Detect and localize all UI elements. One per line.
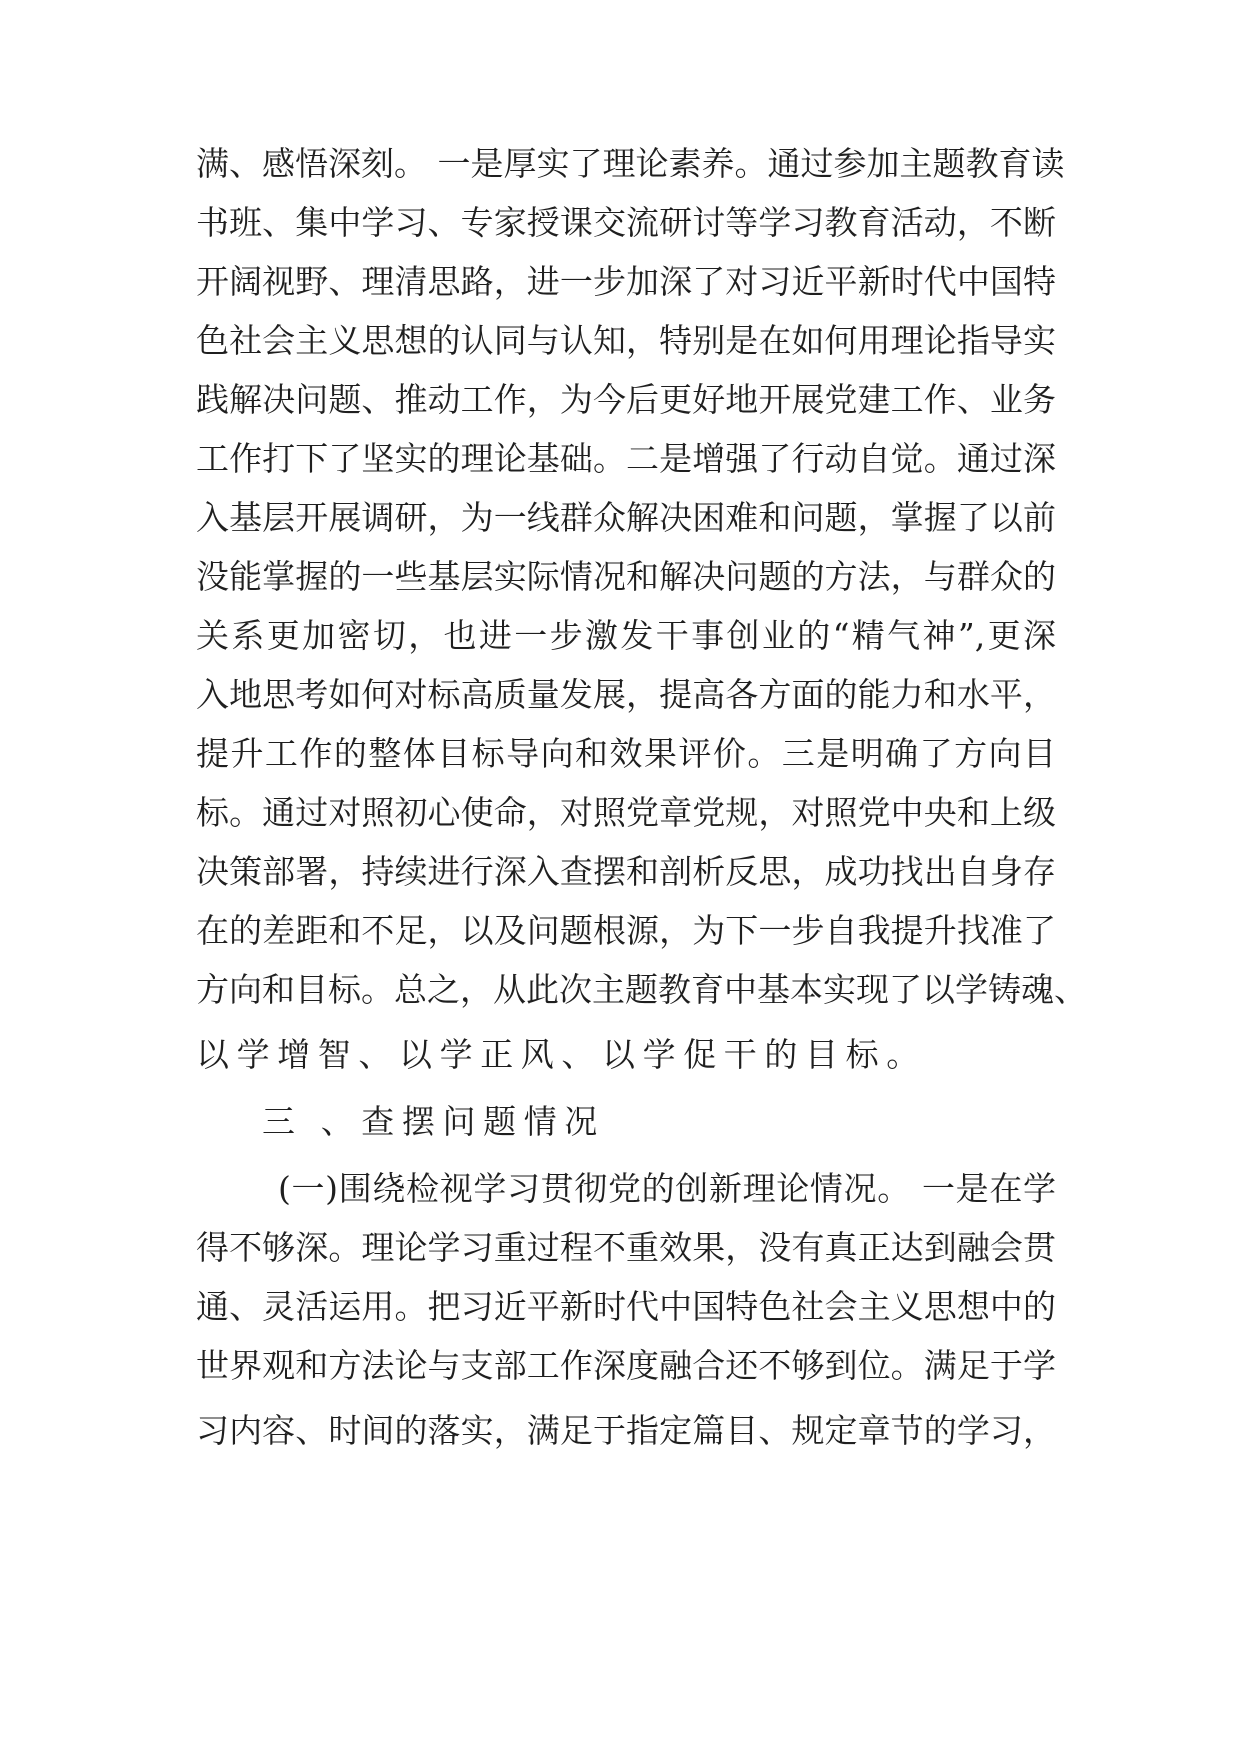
paragraph-line: 开阔视野、理清思路，进一步加深了对习近平新时代中国特 xyxy=(196,262,1056,301)
paragraph-line-last: 以学增智、以学正风、以学促干的目标。 xyxy=(196,1035,927,1074)
paragraph-line: 践解决问题、推动工作，为今后更好地开展党建工作、业务 xyxy=(196,380,1056,419)
paragraph-line: 在的差距和不足，以及问题根源，为下一步自我提升找准了 xyxy=(196,911,1056,950)
paragraph-line: 满、感悟深刻。 一是厚实了理论素养。通过参加主题教育读 xyxy=(196,144,1065,183)
subsection-line-first: (一)围绕检视学习贯彻党的创新理论情况。 一是在学 xyxy=(278,1169,1056,1208)
paragraph-line: 关系更加密切，也进一步激发干事创业的“精气神”,更深 xyxy=(196,616,1056,655)
paragraph-line: 提升工作的整体目标导向和效果评价。三是明确了方向目 xyxy=(196,734,1056,773)
paragraph-line: 标。通过对照初心使命，对照党章党规，对照党中央和上级 xyxy=(196,793,1056,832)
subsection-line: 世界观和方法论与支部工作深度融合还不够到位。满足于学 xyxy=(196,1346,1056,1385)
paragraph-line: 书班、集中学习、专家授课交流研讨等学习教育活动，不断 xyxy=(196,203,1056,242)
subsection-line: 得不够深。理论学习重过程不重效果，没有真正达到融会贯 xyxy=(196,1228,1056,1267)
paragraph-line: 方向和目标。总之，从此次主题教育中基本实现了以学铸魂、 xyxy=(196,970,1087,1009)
subsection-line: 习内容、时间的落实，满足于指定篇目、规定章节的学习， xyxy=(196,1411,1056,1450)
section-heading: 三 、查摆问题情况 xyxy=(262,1102,605,1141)
paragraph-line: 决策部署，持续进行深入查摆和剖析反思，成功找出自身存 xyxy=(196,852,1056,891)
paragraph-line: 没能掌握的一些基层实际情况和解决问题的方法，与群众的 xyxy=(196,557,1056,596)
paragraph-line: 入地思考如何对标高质量发展，提高各方面的能力和水平， xyxy=(196,675,1056,714)
paragraph-line: 色社会主义思想的认同与认知，特别是在如何用理论指导实 xyxy=(196,321,1056,360)
paragraph-line: 工作打下了坚实的理论基础。二是增强了行动自觉。通过深 xyxy=(196,439,1056,478)
subsection-line: 通、灵活运用。把习近平新时代中国特色社会主义思想中的 xyxy=(196,1287,1056,1326)
paragraph-line: 入基层开展调研，为一线群众解决困难和问题，掌握了以前 xyxy=(196,498,1056,537)
